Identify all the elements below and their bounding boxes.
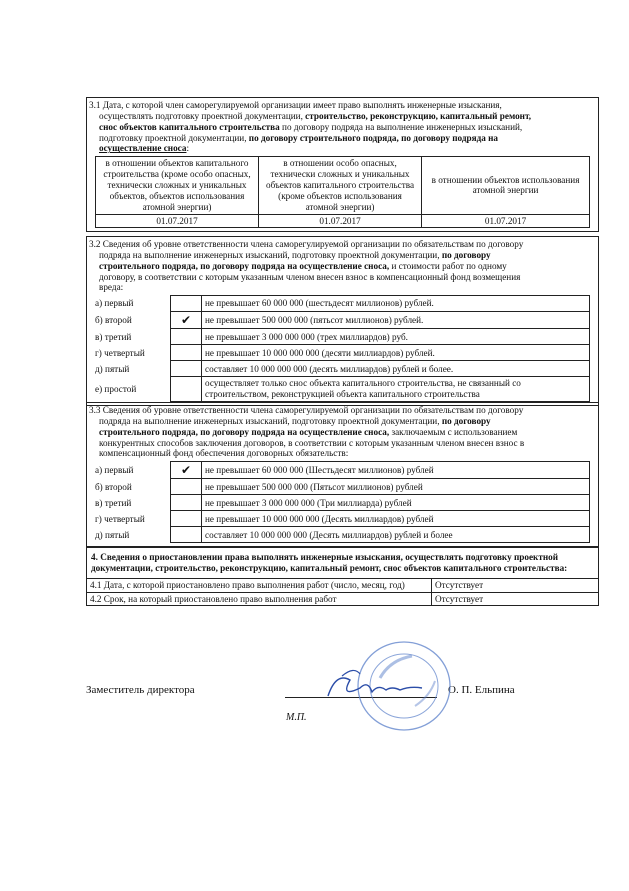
- seal-stamp-icon: [320, 636, 452, 736]
- row-value: Отсутствует: [435, 579, 484, 590]
- checkmark-cell: [171, 296, 202, 312]
- level-text: не превышает 10 000 000 000 (десяти миллиардов) рублей.: [202, 345, 590, 361]
- level-row: [95, 527, 590, 543]
- level-text: осуществляет только снос объекта капитального строительства, не связанный со строительством, реконструкцией объекта капитального строительства: [202, 377, 590, 402]
- checkmark-cell: [171, 377, 202, 402]
- date-cell: 01.07.2017: [422, 214, 590, 228]
- level-name: в) третий: [95, 497, 132, 508]
- text-line: компенсационный фонд обеспечения договорных обязательств:: [99, 448, 349, 459]
- level-name: е) простой: [95, 383, 137, 394]
- level-text: не превышает 500 000 000 (пятьсот миллионов) рублей.: [202, 312, 590, 329]
- text-bold: строительство, реконструкцию, капитальный ремонт,: [305, 110, 532, 121]
- text-line: конкурентных способов заключения договоров, в соответствии с которым указанным членом внесен взнос в: [99, 437, 525, 448]
- section-number: 3.1: [89, 100, 101, 110]
- text-bold: по договору: [441, 249, 491, 260]
- level-text: не превышает 3 000 000 000 (Три миллиарда) рублей: [202, 495, 590, 511]
- text-line: Сведения об уровне ответственности члена саморегулируемой организации по обязательствам по договору: [102, 405, 524, 415]
- date-cell: 01.07.2017: [96, 214, 259, 228]
- column-header: в отношении объектов использования атомной энергии: [422, 157, 590, 214]
- signer-position: Заместитель директора: [86, 684, 195, 696]
- level-text: не превышает 3 000 000 000 (трех миллиардов) руб.: [202, 329, 590, 345]
- level-row: [95, 296, 590, 312]
- level-name: а) первый: [95, 464, 134, 475]
- level-name: д) пятый: [95, 529, 130, 540]
- dates-table: [95, 156, 590, 228]
- level-text: не превышает 60 000 000 (Шестьдесят миллионов) рублей: [202, 462, 590, 479]
- checkmark-cell: [171, 495, 202, 511]
- level-text: составляет 10 000 000 000 (Десять миллиардов) рублей и более: [202, 527, 590, 543]
- level-row: [95, 329, 590, 345]
- section-number: 3.3: [89, 405, 101, 415]
- level-name: б) второй: [95, 314, 132, 325]
- level-row: [95, 495, 590, 511]
- text-bold: по договору строительного подряда, по договору подряда на: [248, 132, 498, 143]
- text-line: Дата, с которой член саморегулируемой организации имеет право выполнять инженерные изыскания,: [102, 100, 502, 110]
- level-text: не превышает 500 000 000 (Пятьсот миллионов) рублей: [202, 479, 590, 495]
- level-text: не превышает 10 000 000 000 (Десять миллиардов) рублей: [202, 511, 590, 527]
- checkmark-cell: [171, 479, 202, 495]
- signer-name: О. П. Ельпина: [448, 684, 515, 696]
- level-name: б) второй: [95, 481, 132, 492]
- column-header: в отношении объектов капитального строительства (кроме особо опасных, технически сложных и уникальных объектов, объектов использования атомной энергии): [96, 157, 259, 214]
- section-4: [86, 547, 599, 606]
- row-4-1: [87, 578, 598, 592]
- section-3-2: [86, 236, 599, 406]
- text-line: подряда на выполнение инженерных изысканий, подготовку проектной документации,: [99, 249, 442, 260]
- checkmark-cell: [171, 361, 202, 377]
- text-bold: снос объектов капитального строительства: [99, 121, 280, 132]
- section-number: 3.2: [89, 239, 101, 249]
- level-text: не превышает 60 000 000 (шестьдесят миллионов) рублей.: [202, 296, 590, 312]
- checkmark-cell: [171, 329, 202, 345]
- text-line: по договору подряда на выполнение инженерных изысканий,: [279, 121, 523, 132]
- level-row: [95, 377, 590, 402]
- level-name: г) четвертый: [95, 513, 145, 524]
- level-row: [95, 312, 590, 329]
- text-line: договору, в соответствии с которым указанным членом внесен взнос в компенсационный фонд возмещения: [99, 271, 521, 282]
- text-bold: строительного подряда, по договору подряда на осуществление сноса,: [99, 260, 390, 271]
- level-row: [95, 479, 590, 495]
- level-name: в) третий: [95, 331, 132, 342]
- text-line: :: [186, 143, 190, 154]
- column-header: в отношении особо опасных, технически сложных и уникальных объектов капитального строительства (кроме объектов использования атомной энергии): [259, 157, 422, 214]
- date-cell: 01.07.2017: [259, 214, 422, 228]
- checkmark-icon: ✔: [171, 312, 202, 329]
- text-bold: осуществление сноса: [99, 143, 187, 154]
- level-text: составляет 10 000 000 000 (десять миллиардов) рублей и более.: [202, 361, 590, 377]
- level-row: [95, 462, 590, 479]
- levels-table: [95, 461, 590, 543]
- level-row: [95, 345, 590, 361]
- level-row: [95, 361, 590, 377]
- text-bold: по договору: [441, 415, 491, 426]
- level-row: [95, 511, 590, 527]
- stamp-place-label: М.П.: [286, 712, 307, 723]
- checkmark-cell: [171, 527, 202, 543]
- level-name: д) пятый: [95, 363, 130, 374]
- section-3-3: [86, 402, 599, 547]
- row-label: 4.1 Дата, с которой приостановлено право выполнения работ (число, месяц, год): [87, 579, 432, 592]
- text-line: подряда на выполнение инженерных изысканий, подготовку проектной документации,: [99, 415, 442, 426]
- level-name: г) четвертый: [95, 347, 145, 358]
- levels-table: [95, 295, 590, 402]
- checkmark-cell: [171, 345, 202, 361]
- text-line: подготовку проектной документации,: [99, 132, 249, 143]
- text-line: заключаемым с использованием: [389, 426, 518, 437]
- text-bold: строительного подряда, по договору подряда на осуществление сноса,: [99, 426, 390, 437]
- text-line: и стоимости работ по одному: [389, 260, 507, 271]
- text-line: осуществлять подготовку проектной документации,: [99, 110, 306, 121]
- checkmark-icon: ✔: [171, 462, 202, 479]
- row-4-2: [87, 592, 598, 606]
- checkmark-cell: [171, 511, 202, 527]
- section-4-title: 4. Сведения о приостановлении права выполнять инженерные изыскания, осуществлять подготовку проектной документации, строительство, реконструкцию, капитальный ремонт, снос объектов капитального строительства:: [91, 552, 568, 573]
- level-name: а) первый: [95, 298, 134, 309]
- section-3-1: [86, 97, 599, 232]
- row-value: Отсутствует: [435, 593, 484, 604]
- text-line: вреда:: [99, 282, 124, 293]
- row-label: 4.2 Срок, на который приостановлено право выполнения работ: [87, 593, 432, 606]
- text-line: Сведения об уровне ответственности члена саморегулируемой организации по обязательствам по договору: [102, 239, 524, 249]
